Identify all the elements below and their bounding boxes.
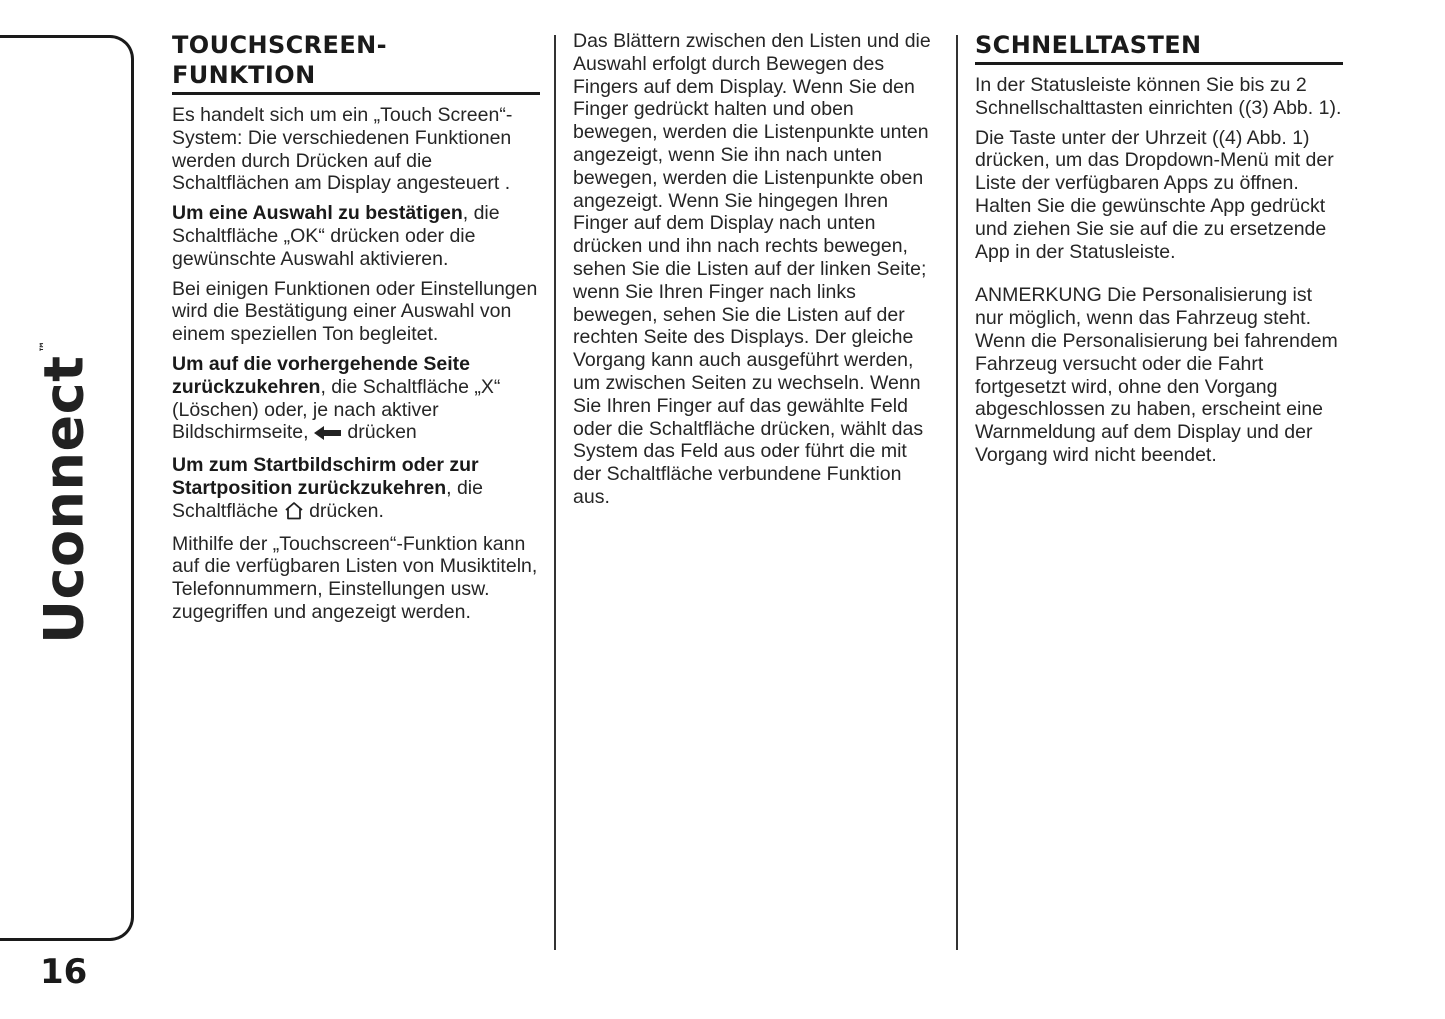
section-heading-touchscreen: TOUCHSCREEN- FUNKTION — [172, 30, 540, 95]
column-touchscreen — [172, 30, 540, 631]
column-divider — [956, 35, 958, 950]
column-scrolling — [573, 30, 937, 516]
trademark-sign: ™ — [37, 340, 52, 353]
paragraph: Mithilfe der „Touchscreen“-Funktion kann auf die verfügbaren Listen von Musiktiteln, Telefonnummern, Einstellungen usw. zugegriffen und angezeigt werden. — [172, 532, 538, 623]
paragraph: Die Taste unter der Uhrzeit ((4) Abb. 1) drücken, um das Dropdown-Menü mit der Liste der verfügbaren Apps zu öffnen. Halten Sie die gewünschte App gedrückt und ziehen Sie sie auf die zu ersetzende App in der Statusleiste. — [975, 126, 1334, 263]
column-divider — [554, 35, 556, 950]
paragraph: Um auf die vorhergehende Seite zurückzukehren, die Schaltfläche „X“ (Löschen) oder, je nach aktiver Bildschirmseite, drücken — [172, 353, 540, 447]
note-paragraph: ANMERKUNG Die Personalisierung ist nur möglich, wenn das Fahrzeug steht. Wenn die Personalisierung bei fahrendem Fahrzeug versucht oder die Fahrt fortgesetzt wird, ohne den Vorgang abgeschlossen zu haben, erscheint eine Warnmeldung auf dem Display und der Vorgang wird nicht beendet. — [975, 284, 1338, 466]
paragraph: Es handelt sich um ein „Touch Screen“-System: Die verschiedenen Funktionen werden durch Drücken auf die Schaltflächen am Display angesteuert . — [172, 104, 513, 195]
paragraph: Das Blättern zwischen den Listen und die Auswahl erfolgt durch Bewegen des Fingers auf dem Display. Wenn Sie den Finger gedrückt halten und oben bewegen, werden die Listenpunkte unten angezeigt, wenn Sie ihn nach unten bewegen, werden die Listenpunkte oben angezeigt. Wenn Sie hingegen Ihren Finger auf dem Display nach unten drücken und ihn nach rechts bewegen, sehen Sie die Listen auf der linken Seite; wenn Sie Ihren Finger nach links bewegen, sehen Sie die Listen auf der rechten Seite des Displays. Der gleiche Vorgang kann auch ausgeführt werden, um zwischen Seiten zu wechseln. Wenn Sie Ihren Finger auf das gewählte Feld oder die Schaltfläche drücken, wählt das System das Feld aus oder führt die mit der Schaltfläche verbundene Funktion aus. — [573, 30, 931, 508]
paragraph: Bei einigen Funktionen oder Einstellungen wird die Bestätigung einer Auswahl von einem speziellen Ton begleitet. — [172, 277, 538, 346]
back-arrow-icon — [314, 424, 342, 447]
page-number: 16 — [40, 952, 88, 992]
paragraph: Um eine Auswahl zu bestätigen, die Schaltfläche „OK“ drücken oder die gewünschte Auswahl aktivieren. — [172, 202, 500, 270]
paragraph: Um zum Startbildschirm oder zur Startposition zurückzukehren, die Schaltfläche drücken. — [172, 454, 540, 525]
paragraph: In der Statusleiste können Sie bis zu 2 Schnellschalttasten einrichten ((3) Abb. 1). — [975, 74, 1342, 119]
column-quick-keys — [975, 30, 1343, 474]
section-heading-schnelltasten: SCHNELLTASTEN — [975, 30, 1343, 65]
chapter-title: Uconnect™ — [32, 340, 96, 644]
home-icon — [284, 501, 304, 526]
